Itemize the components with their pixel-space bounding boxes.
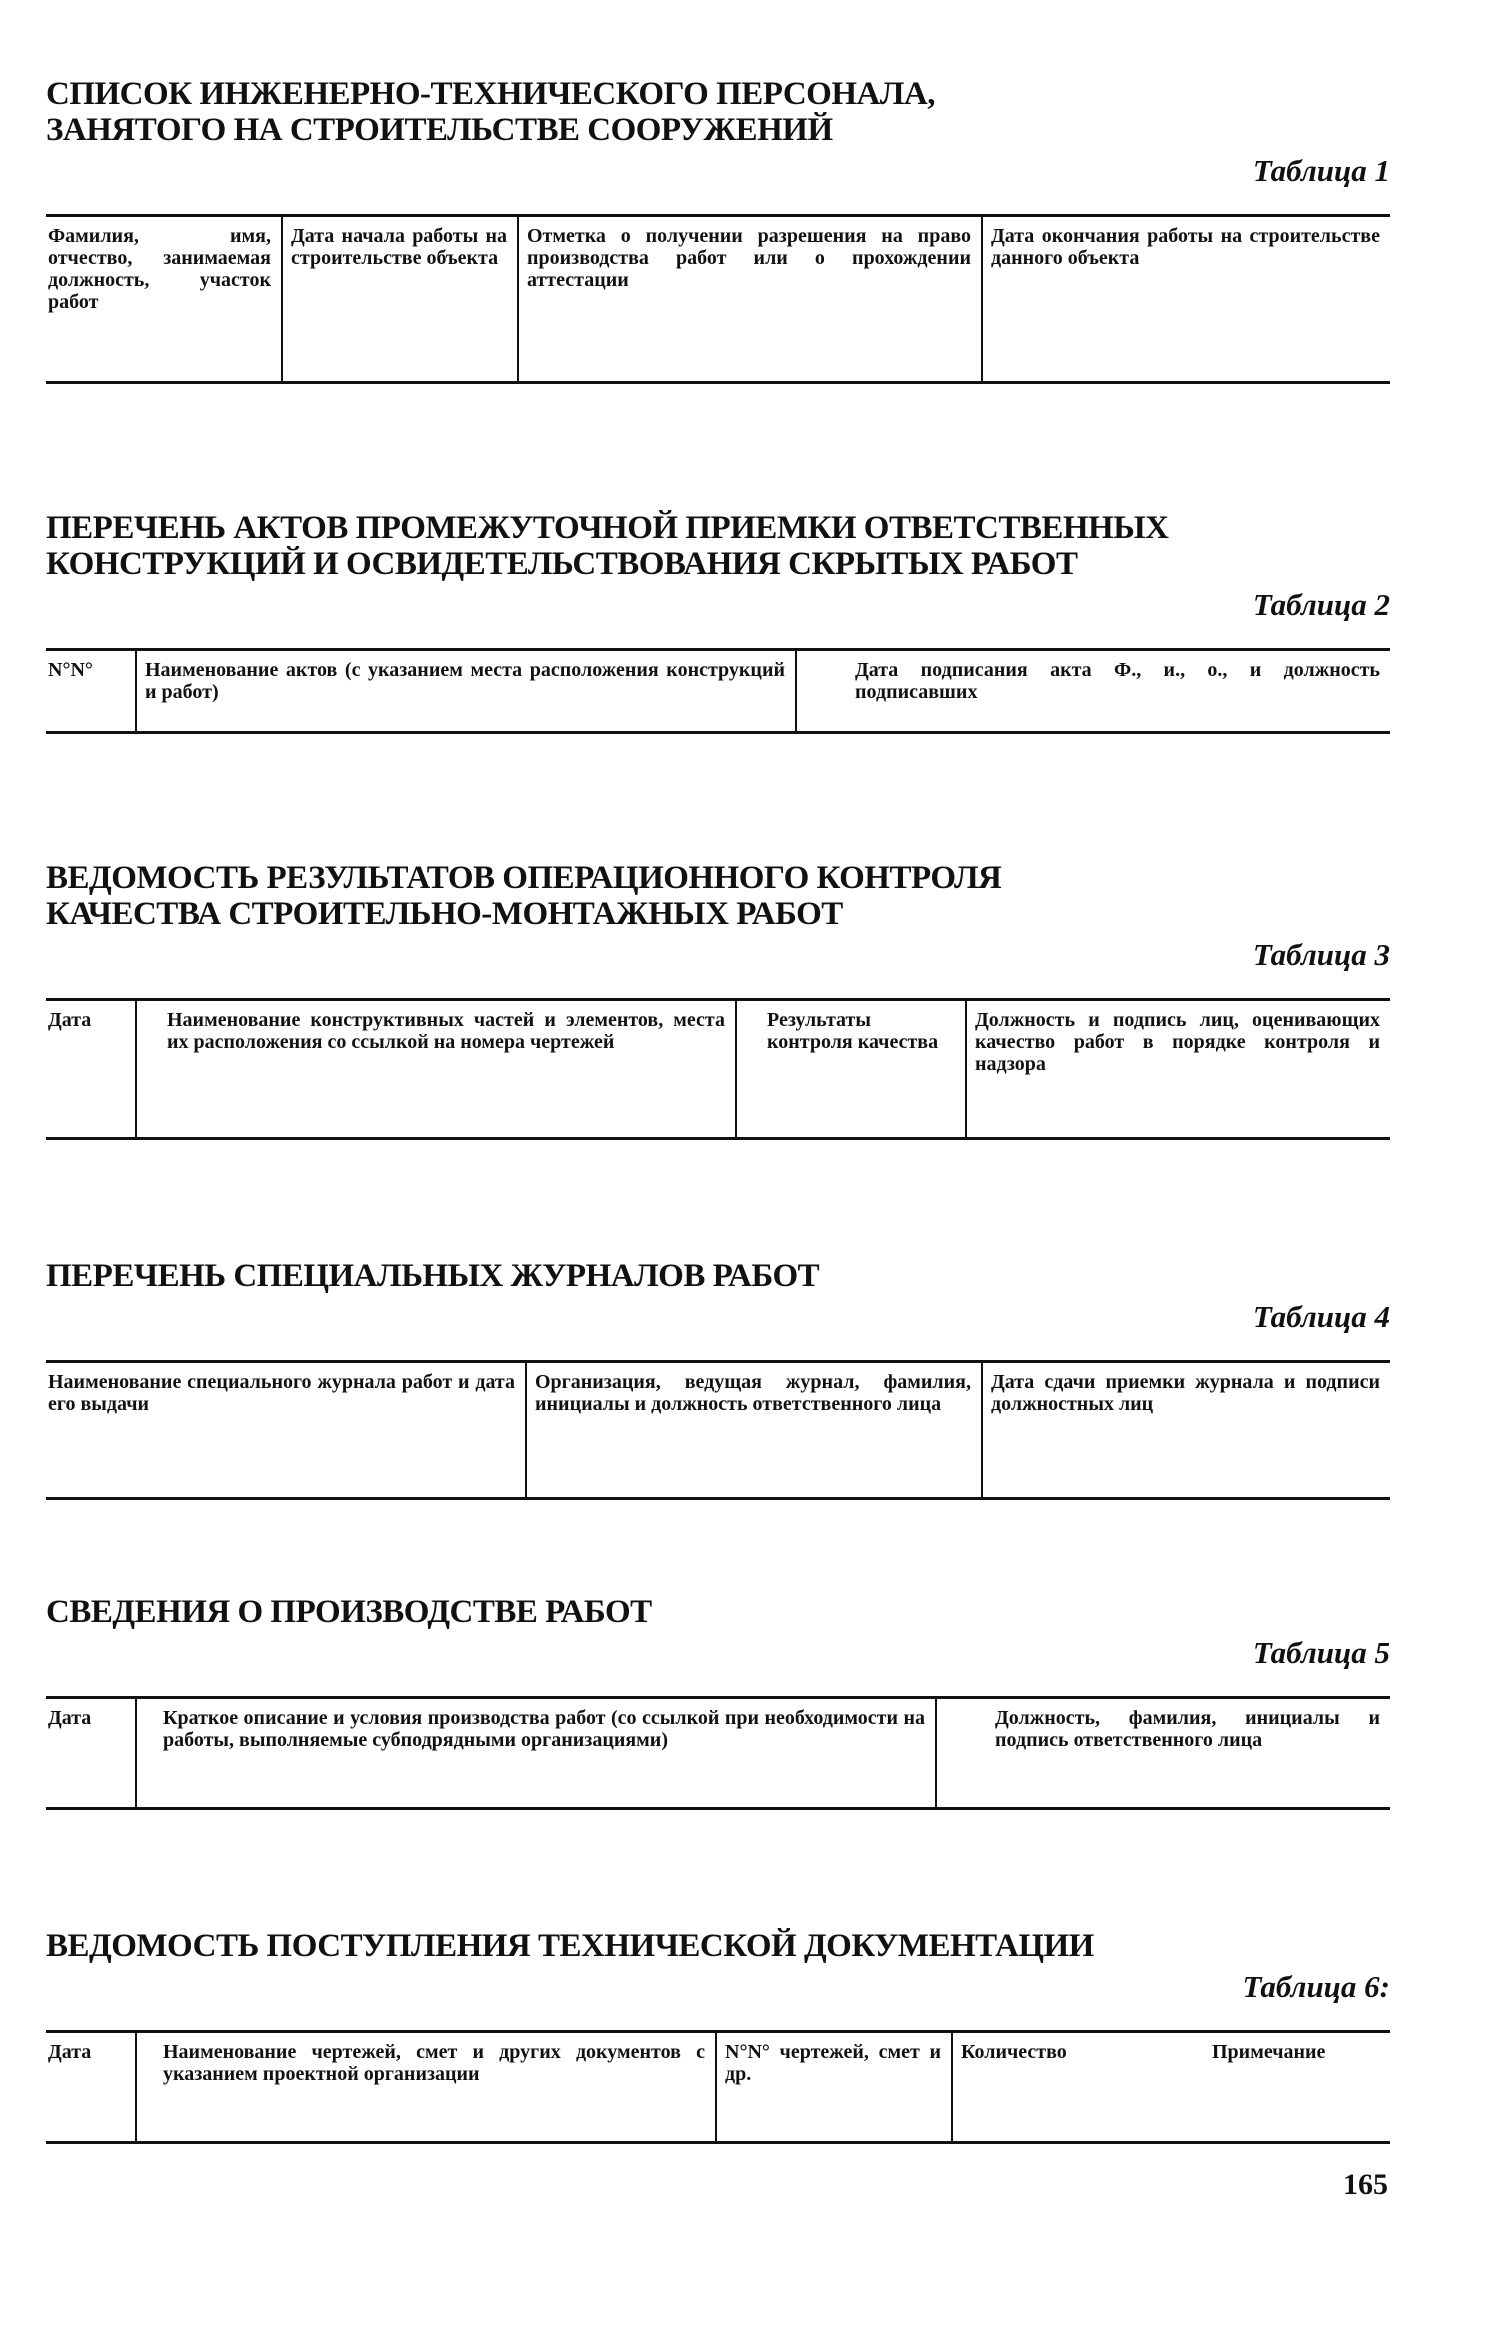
page-number: 165 <box>1343 2168 1388 2201</box>
table-label: Таблица 3 <box>1252 937 1390 972</box>
table-1 <box>46 214 1390 384</box>
table-5 <box>46 1696 1390 1810</box>
section-title: СВЕДЕНИЯ О ПРОИЗВОДСТВЕ РАБОТ <box>46 1594 652 1630</box>
column-header: Дата подписания акта Ф., и., о., и должность подписавших <box>796 650 1390 733</box>
section-1 <box>46 76 1390 384</box>
section-4 <box>46 1258 1390 1500</box>
table-header-row <box>46 1698 1390 1809</box>
table-label: Таблица 5 <box>1252 1635 1390 1670</box>
section-5 <box>46 1594 1390 1810</box>
column-header: Дата начала работы на строительстве объекта <box>282 216 518 383</box>
table-header-row <box>46 1362 1390 1499</box>
column-header: Результаты контроля качества <box>736 1000 966 1139</box>
column-header: Организация, ведущая журнал, фамилия, инициалы и должность ответственного лица <box>526 1362 982 1499</box>
table-4 <box>46 1360 1390 1500</box>
column-header: Дата <box>48 1009 92 1031</box>
table-6 <box>46 2030 1390 2144</box>
table-label: Таблица 4 <box>1252 1299 1390 1334</box>
section-2 <box>46 510 1390 734</box>
column-header: Должность и подпись лиц, оценивающих качество работ в порядке контроля и надзора <box>966 1000 1390 1139</box>
section-title: ПЕРЕЧЕНЬ АКТОВ ПРОМЕЖУТОЧНОЙ ПРИЕМКИ ОТВЕТСТВЕННЫХ КОНСТРУКЦИЙ И ОСВИДЕТЕЛЬСТВОВАНИЯ СКРЫТЫХ РАБОТ <box>46 510 1169 582</box>
table-2 <box>46 648 1390 734</box>
column-header: Должность, фамилия, инициалы и подпись ответственного лица <box>936 1698 1390 1809</box>
column-header: Дата окончания работы на строительстве данного объекта <box>982 216 1390 383</box>
column-header: N°N° чертежей, смет и др. <box>716 2032 952 2143</box>
column-header: Фамилия, имя, отчество, занимаемая должность, участок работ <box>48 225 271 313</box>
table-label: Таблица 1 <box>1252 153 1390 188</box>
section-title: ВЕДОМОСТЬ ПОСТУПЛЕНИЯ ТЕХНИЧЕСКОЙ ДОКУМЕНТАЦИИ <box>46 1928 1094 1964</box>
section-3 <box>46 860 1390 1140</box>
column-header: Наименование актов (с указанием места расположения конструкций и работ) <box>136 650 796 733</box>
column-header: Примечание <box>1212 2041 1326 2063</box>
section-title: ВЕДОМОСТЬ РЕЗУЛЬТАТОВ ОПЕРАЦИОННОГО КОНТРОЛЯ КАЧЕСТВА СТРОИТЕЛЬНО-МОНТАЖНЫХ РАБОТ <box>46 860 1002 932</box>
section-6 <box>46 1928 1390 2144</box>
column-header: Краткое описание и условия производства работ (со ссылкой при необходимости на работы, выполняемые субподрядными организациями) <box>136 1698 936 1809</box>
table-header-row <box>46 650 1390 733</box>
column-header: Количество <box>952 2032 1188 2143</box>
column-header: N°N° <box>48 659 93 681</box>
table-label: Таблица 2 <box>1252 587 1390 622</box>
table-header-row <box>46 2032 1390 2143</box>
column-header: Наименование чертежей, смет и других документов с указанием проектной организации <box>136 2032 716 2143</box>
table-header-row <box>46 216 1390 383</box>
column-header: Дата <box>48 1707 92 1729</box>
column-header: Наименование конструктивных частей и элементов, места их расположения со ссылкой на номера чертежей <box>136 1000 736 1139</box>
table-header-row <box>46 1000 1390 1139</box>
column-header: Отметка о получении разрешения на право производства работ или о прохождении аттестации <box>518 216 982 383</box>
table-3 <box>46 998 1390 1140</box>
column-header: Наименование специального журнала работ и дата его выдачи <box>48 1371 515 1415</box>
section-title: СПИСОК ИНЖЕНЕРНО-ТЕХНИЧЕСКОГО ПЕРСОНАЛА, ЗАНЯТОГО НА СТРОИТЕЛЬСТВЕ СООРУЖЕНИЙ <box>46 76 936 148</box>
column-header: Дата сдачи приемки журнала и подписи должностных лиц <box>982 1362 1390 1499</box>
table-label: Таблица 6: <box>1242 1969 1390 2004</box>
column-header: Дата <box>48 2041 92 2063</box>
section-title: ПЕРЕЧЕНЬ СПЕЦИАЛЬНЫХ ЖУРНАЛОВ РАБОТ <box>46 1258 820 1294</box>
